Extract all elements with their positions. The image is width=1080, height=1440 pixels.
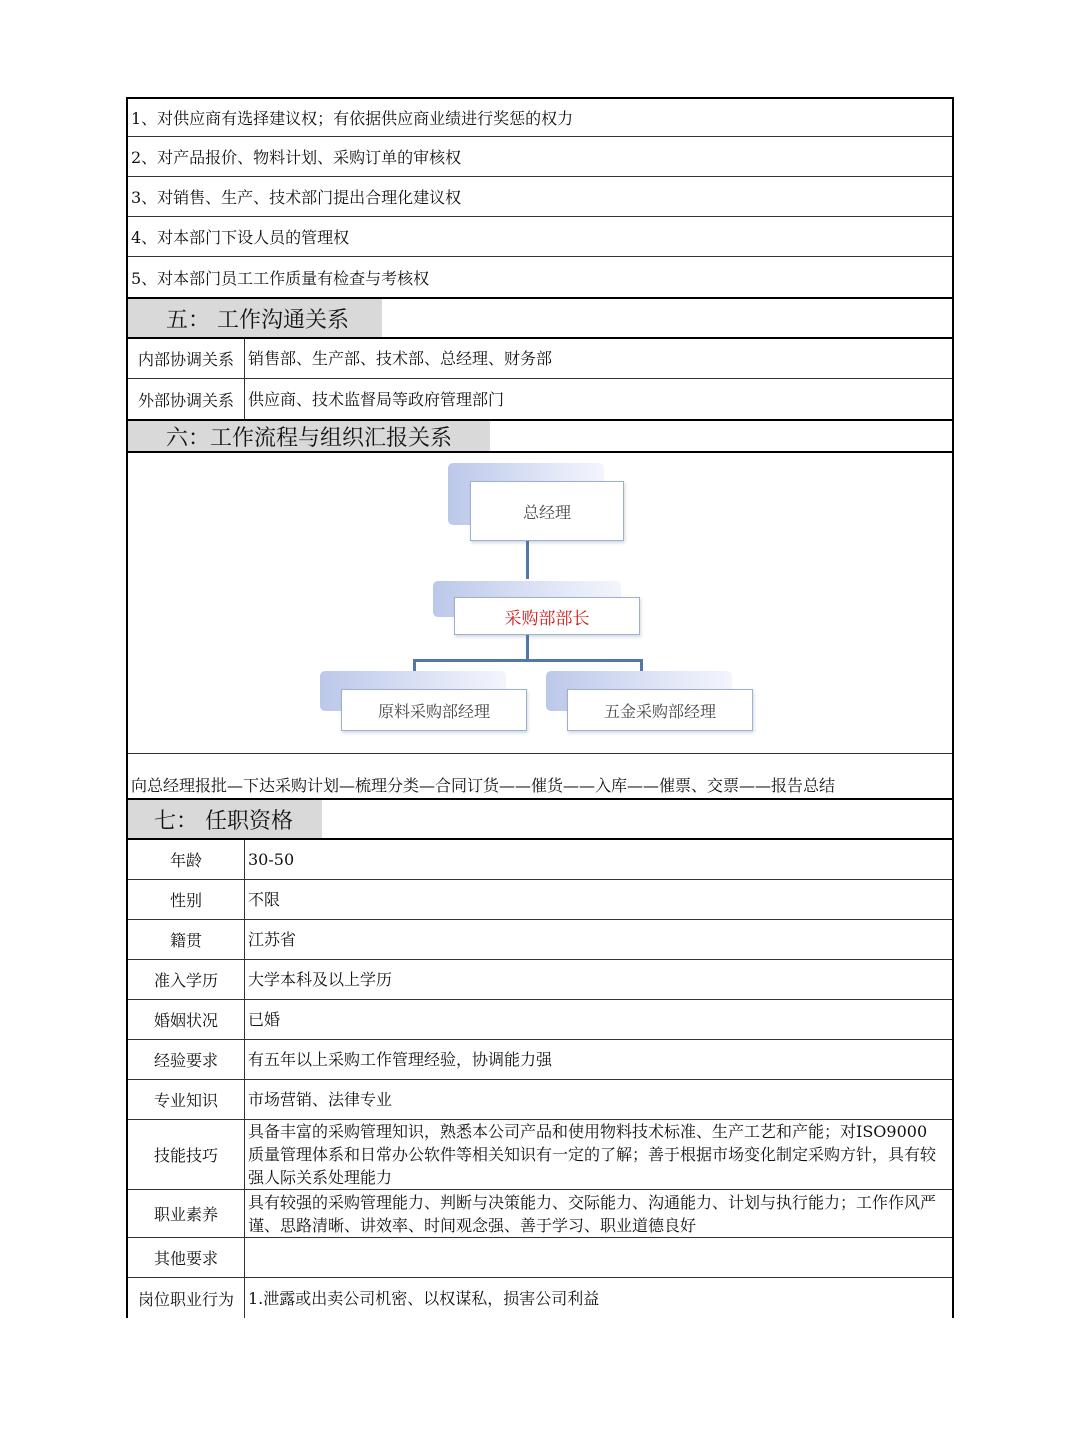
authority-item-1: 1、对供应商有选择建议权；有依据供应商业绩进行奖惩的权力 [128, 97, 952, 137]
authority-item-2: 2、对产品报价、物料计划、采购订单的审核权 [128, 137, 952, 177]
row-value: 供应商、技术监督局等政府管理部门 [248, 389, 505, 409]
section-5-row-external [128, 379, 952, 419]
org-node-hardware-manager: 五金采购部经理 [567, 689, 753, 731]
section-5-header [128, 297, 952, 339]
org-chart [128, 453, 952, 754]
section-7-header [128, 798, 952, 840]
qual-row-experience [128, 1040, 952, 1080]
connector-horizontal [413, 659, 643, 662]
qual-row-knowledge [128, 1080, 952, 1120]
qual-row-professionalism [128, 1190, 952, 1238]
qual-row-other [128, 1238, 952, 1278]
row-label: 职业素养 [128, 1190, 245, 1237]
row-label: 性别 [128, 880, 245, 919]
row-value: 1.泄露或出卖公司机密、以权谋私，损害公司利益 [248, 1288, 600, 1308]
org-node-material-manager: 原料采购部经理 [341, 689, 527, 731]
workflow-text: 向总经理报批—下达采购计划—梳理分类—合同订货——催货——入库——催票、交票——报告总结 [131, 776, 836, 795]
authority-item-3: 3、对销售、生产、技术部门提出合理化建议权 [128, 177, 952, 217]
connector-middle [526, 633, 529, 661]
connector-top [526, 541, 529, 579]
section-5-row-internal [128, 339, 952, 379]
section-6-title: 六：工作流程与组织汇报关系 [128, 421, 490, 451]
row-value [245, 1238, 952, 1277]
row-value: 已婚 [248, 1010, 281, 1029]
qual-row-marital [128, 1000, 952, 1040]
section-6-header [128, 419, 952, 453]
row-value: 江苏省 [248, 930, 297, 949]
row-label: 其他要求 [128, 1238, 245, 1277]
row-label: 专业知识 [128, 1080, 245, 1119]
row-value: 不限 [248, 890, 281, 909]
row-label: 外部协调关系 [128, 379, 245, 419]
row-label: 经验要求 [128, 1040, 245, 1079]
job-description-sheet [126, 97, 954, 1318]
section-5-title: 五： 工作沟通关系 [128, 299, 382, 337]
row-value: 销售部、生产部、技术部、总经理、财务部 [248, 349, 553, 368]
row-label: 婚姻状况 [128, 1000, 245, 1039]
row-value: 市场营销、法律专业 [248, 1090, 393, 1109]
qual-row-conduct [128, 1278, 952, 1318]
row-label: 技能技巧 [128, 1120, 245, 1189]
row-value: 大学本科及以上学历 [248, 970, 393, 989]
row-label: 岗位职业行为 [128, 1278, 245, 1318]
qual-row-origin [128, 920, 952, 960]
row-label: 内部协调关系 [128, 339, 245, 378]
qual-row-education [128, 960, 952, 1000]
org-node-purchasing-head: 采购部部长 [454, 597, 640, 635]
qual-row-gender [128, 880, 952, 920]
row-value: 30-50 [248, 850, 295, 869]
row-value: 具有较强的采购管理能力、判断与决策能力、交际能力、沟通能力、计划与执行能力；工作作风严谨、思路清晰、讲效率、时间观念强、善于学习、职业道德良好 [248, 1192, 937, 1235]
row-value: 有五年以上采购工作管理经验，协调能力强 [248, 1050, 553, 1069]
authority-item-5: 5、对本部门员工工作质量有检查与考核权 [131, 268, 430, 288]
qual-row-skills [128, 1120, 952, 1190]
row-value: 具备丰富的采购管理知识，熟悉本公司产品和使用物料技术标准、生产工艺和产能；对ISO9000质量管理体系和日常办公软件等相关知识有一定的了解；善于根据市场变化制定采购方针，具有较强人际关系处理能力 [248, 1122, 937, 1187]
row-label: 准入学历 [128, 960, 245, 999]
org-node-general-manager: 总经理 [470, 481, 624, 541]
row-label: 籍贯 [128, 920, 245, 959]
authority-item-4: 4、对本部门下设人员的管理权 [128, 217, 952, 257]
row-label: 年龄 [128, 840, 245, 879]
section-7-title: 七： 任职资格 [128, 800, 322, 838]
qual-row-age [128, 840, 952, 880]
